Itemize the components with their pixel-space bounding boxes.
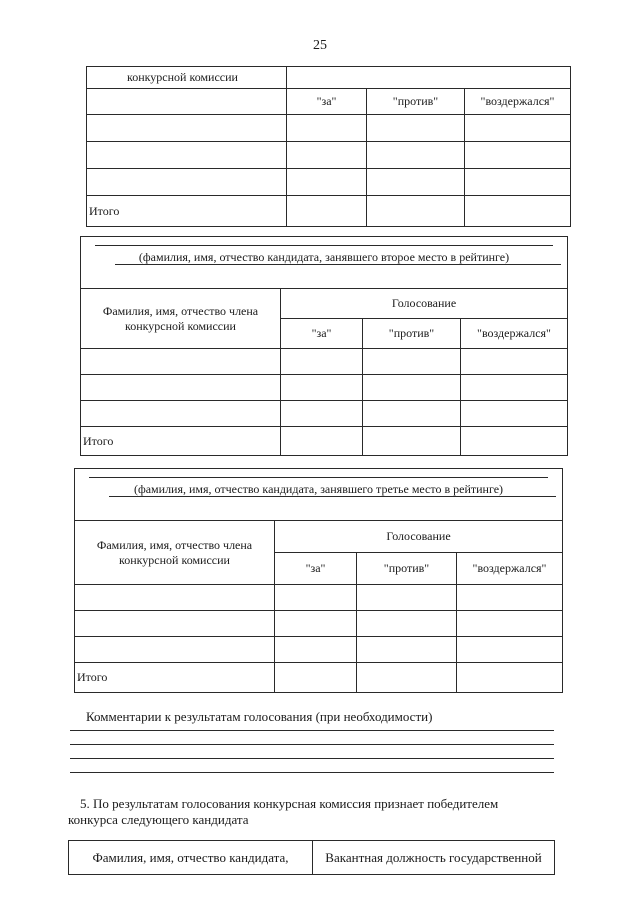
section-5-line-2: конкурса следующего кандидата (68, 812, 249, 827)
vote-abstain-header: "воздержался" (457, 553, 563, 585)
table-row (75, 611, 563, 637)
voting-table-first-candidate (86, 66, 571, 227)
vote-for-header: "за" (275, 553, 357, 585)
table-row (75, 637, 563, 663)
comments-line (70, 772, 554, 773)
candidate-caption-underline (115, 264, 561, 265)
comments-line (70, 730, 554, 731)
total-row (75, 663, 563, 693)
section-5-paragraph (68, 796, 568, 828)
comments-label: Комментарии к результатам голосования (при необходимости) (86, 709, 433, 724)
table-row (81, 349, 568, 375)
vote-abstain-header: "воздержался" (461, 319, 568, 349)
comments-line (70, 744, 554, 745)
member-header: Фамилия, имя, отчество члена конкурсной комиссии (75, 521, 275, 585)
section-5-line-1: 5. По результатам голосования конкурсная комиссия признает победителем (80, 796, 499, 811)
page-number: 25 (313, 38, 327, 53)
member-cell (87, 89, 287, 115)
vote-for-header: "за" (287, 89, 367, 115)
comments-line (70, 758, 554, 759)
candidate-caption-cell (81, 237, 568, 289)
voting-table-third-candidate (74, 468, 563, 693)
table-row (87, 115, 571, 142)
vote-against-header: "против" (363, 319, 461, 349)
voting-table-second-candidate (80, 236, 568, 456)
vote-against-header: "против" (367, 89, 465, 115)
candidate-caption-underline (109, 496, 556, 497)
member-header: Фамилия, имя, отчество члена конкурсной комиссии (81, 289, 281, 349)
total-label: Итого (81, 427, 281, 456)
vote-abstain-header: "воздержался" (465, 89, 571, 115)
candidate-caption: (фамилия, имя, отчество кандидата, занявшего второе место в рейтинге) (138, 250, 510, 264)
total-row (87, 196, 571, 227)
table-row (81, 375, 568, 401)
voting-header: Голосование (275, 521, 563, 553)
vacant-position-header: Вакантная должность государственной (313, 841, 555, 875)
candidate-name-header: Фамилия, имя, отчество кандидата, (69, 841, 313, 875)
member-header-fragment: конкурсной комиссии (127, 70, 238, 84)
voting-header: Голосование (281, 289, 568, 319)
candidate-name-line (89, 477, 548, 478)
table-row (87, 169, 571, 196)
vote-against-header: "против" (357, 553, 457, 585)
member-header-cell (87, 67, 287, 89)
table-row (87, 142, 571, 169)
table-row (81, 401, 568, 427)
winner-table (68, 840, 555, 875)
total-row (81, 427, 568, 456)
total-label: Итого (75, 663, 275, 693)
candidate-caption-cell (75, 469, 563, 521)
table-row (75, 585, 563, 611)
candidate-caption: (фамилия, имя, отчество кандидата, занявшего третье место в рейтинге) (133, 482, 504, 496)
total-label: Итого (87, 196, 287, 227)
voting-header-cell (287, 67, 571, 89)
vote-for-header: "за" (281, 319, 363, 349)
candidate-name-line (95, 245, 553, 246)
